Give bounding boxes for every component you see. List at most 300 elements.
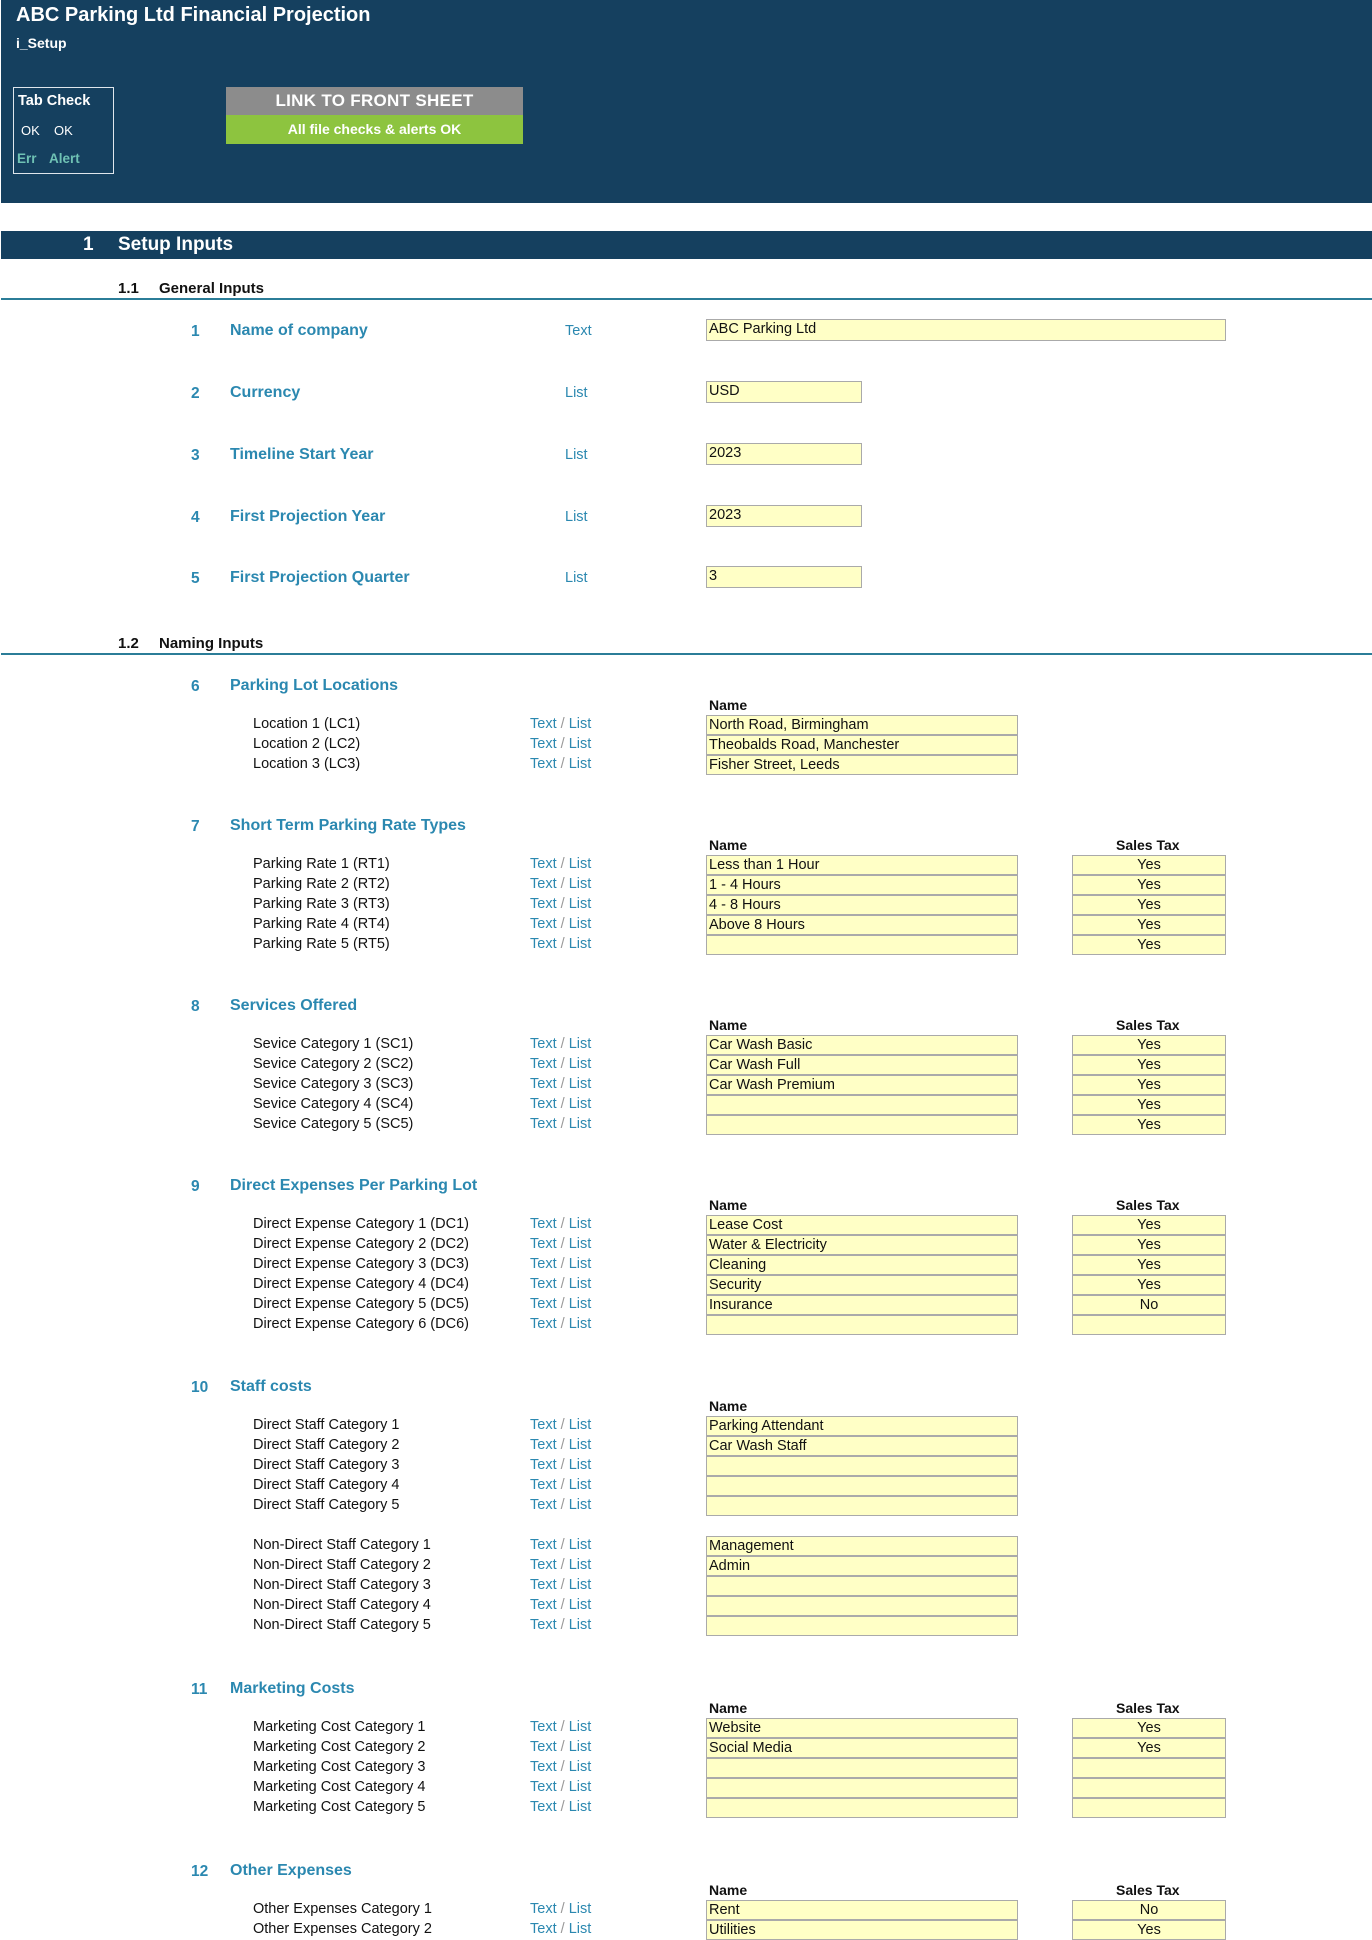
subsection-number-naming: 1.2 [118, 635, 139, 652]
name-input[interactable]: Water & Electricity [706, 1235, 1018, 1255]
row-label: Parking Rate 2 (RT2) [253, 876, 390, 892]
sales-tax-column-header: Sales Tax [1116, 837, 1180, 853]
type-list-label: List [568, 1216, 592, 1232]
input-type-text-list [530, 1497, 591, 1513]
type-list-label: List [568, 1597, 592, 1613]
type-text-label: Text [530, 1557, 557, 1573]
row-label: Non-Direct Staff Category 4 [253, 1597, 431, 1613]
input-type-text-list [530, 1316, 591, 1332]
type-list-label: List [568, 736, 592, 752]
name-input[interactable] [706, 1616, 1018, 1636]
tab-check-title: Tab Check [18, 93, 91, 109]
name-input[interactable]: Management [706, 1536, 1018, 1556]
type-text-label: Text [530, 1216, 557, 1232]
group-title: Marketing Costs [230, 1680, 355, 1697]
name-input[interactable]: Admin [706, 1556, 1018, 1576]
input-type-text-list [530, 1799, 591, 1815]
tab-check-ok-right: OK [54, 123, 73, 138]
name-input[interactable]: Car Wash Premium [706, 1075, 1018, 1095]
subsection-title-general: General Inputs [159, 280, 265, 297]
general-input-label: Name of company [230, 322, 368, 339]
type-list-label: List [568, 1316, 592, 1332]
type-separator: / [556, 1779, 569, 1795]
input-type-label: List [565, 509, 588, 525]
type-text-label: Text [530, 1597, 557, 1613]
type-list-label: List [568, 1076, 592, 1092]
input-type-text-list [530, 896, 591, 912]
row-label: Location 2 (LC2) [253, 736, 361, 752]
type-text-label: Text [530, 736, 557, 752]
type-text-label: Text [530, 1076, 557, 1092]
type-text-label: Text [530, 1739, 557, 1755]
sales-tax-select[interactable]: Yes [1072, 1095, 1226, 1115]
general-input-number: 4 [191, 509, 200, 526]
name-input[interactable]: Security [706, 1275, 1018, 1295]
subsection-rule [1, 298, 1372, 300]
type-separator: / [556, 1577, 569, 1593]
type-list-label: List [568, 1036, 592, 1052]
type-text-label: Text [530, 1256, 557, 1272]
row-label: Direct Expense Category 6 (DC6) [253, 1316, 469, 1332]
type-separator: / [556, 896, 569, 912]
sales-tax-column-header: Sales Tax [1116, 1197, 1180, 1213]
name-input[interactable] [706, 1576, 1018, 1596]
input-type-text-list [530, 916, 591, 932]
type-separator: / [556, 856, 569, 872]
type-separator: / [556, 876, 569, 892]
sales-tax-column-header: Sales Tax [1116, 1017, 1180, 1033]
sales-tax-column-header: Sales Tax [1116, 1882, 1180, 1898]
input-type-text-list [530, 1457, 591, 1473]
sales-tax-select[interactable]: Yes [1072, 915, 1226, 935]
sales-tax-select[interactable] [1072, 1778, 1226, 1798]
type-separator: / [556, 1256, 569, 1272]
row-label: Parking Rate 3 (RT3) [253, 896, 390, 912]
type-separator: / [556, 1096, 569, 1112]
general-input-field[interactable]: 2023 [706, 505, 862, 527]
row-label: Other Expenses Category 1 [253, 1901, 432, 1917]
group-number: 8 [191, 998, 200, 1015]
row-label: Marketing Cost Category 4 [253, 1779, 426, 1795]
row-label: Direct Expense Category 1 (DC1) [253, 1216, 469, 1232]
type-text-label: Text [530, 1316, 557, 1332]
type-list-label: List [568, 1056, 592, 1072]
type-text-label: Text [530, 936, 557, 952]
row-label: Marketing Cost Category 2 [253, 1739, 426, 1755]
name-column-header: Name [709, 1398, 748, 1414]
row-label: Direct Staff Category 2 [253, 1437, 400, 1453]
name-input[interactable]: Cleaning [706, 1255, 1018, 1275]
file-checks-status: All file checks & alerts OK [226, 115, 523, 144]
row-label: Sevice Category 4 (SC4) [253, 1096, 414, 1112]
input-type-text-list [530, 1719, 591, 1735]
input-type-text-list [530, 936, 591, 952]
input-type-text-list [530, 1901, 591, 1917]
header-band [1, 0, 1372, 203]
sales-tax-select[interactable]: Yes [1072, 1718, 1226, 1738]
name-input[interactable]: 1 - 4 Hours [706, 875, 1018, 895]
row-label: Sevice Category 3 (SC3) [253, 1076, 414, 1092]
type-separator: / [556, 756, 569, 772]
type-separator: / [556, 1901, 569, 1917]
row-label: Other Expenses Category 2 [253, 1921, 432, 1937]
sales-tax-select[interactable]: Yes [1072, 1075, 1226, 1095]
type-list-label: List [568, 1759, 592, 1775]
name-input[interactable]: Lease Cost [706, 1215, 1018, 1235]
type-text-label: Text [530, 1577, 557, 1593]
group-number: 9 [191, 1178, 200, 1195]
type-list-label: List [568, 936, 592, 952]
sales-tax-select[interactable]: Yes [1072, 935, 1226, 955]
name-column-header: Name [709, 1197, 748, 1213]
row-label: Location 3 (LC3) [253, 756, 361, 772]
type-list-label: List [568, 1096, 592, 1112]
section-setup-inputs [1, 231, 1372, 259]
type-separator: / [556, 1739, 569, 1755]
name-input[interactable]: Parking Attendant [706, 1416, 1018, 1436]
type-separator: / [556, 1759, 569, 1775]
type-text-label: Text [530, 1296, 557, 1312]
name-input[interactable]: Above 8 Hours [706, 915, 1018, 935]
type-separator: / [556, 1457, 569, 1473]
type-text-label: Text [530, 1236, 557, 1252]
type-list-label: List [568, 1276, 592, 1292]
sales-tax-select[interactable]: Yes [1072, 1035, 1226, 1055]
group-number: 7 [191, 818, 200, 835]
type-list-label: List [568, 1799, 592, 1815]
name-input[interactable] [706, 1095, 1018, 1115]
row-label: Non-Direct Staff Category 3 [253, 1577, 431, 1593]
input-type-text-list [530, 756, 591, 772]
type-text-label: Text [530, 856, 557, 872]
row-label: Marketing Cost Category 5 [253, 1799, 426, 1815]
name-input[interactable]: Car Wash Basic [706, 1035, 1018, 1055]
type-separator: / [556, 916, 569, 932]
input-type-text-list [530, 1739, 591, 1755]
sales-tax-select[interactable] [1072, 1798, 1226, 1818]
general-input-number: 3 [191, 447, 200, 464]
input-type-text-list [530, 1076, 591, 1092]
type-list-label: List [568, 1921, 592, 1937]
type-text-label: Text [530, 1799, 557, 1815]
input-type-text-list [530, 1557, 591, 1573]
row-label: Location 1 (LC1) [253, 716, 361, 732]
input-type-text-list [530, 1617, 591, 1633]
name-column-header: Name [709, 1700, 748, 1716]
general-input-field[interactable]: USD [706, 381, 862, 403]
row-label: Sevice Category 1 (SC1) [253, 1036, 414, 1052]
type-text-label: Text [530, 1437, 557, 1453]
type-text-label: Text [530, 1759, 557, 1775]
sales-tax-select[interactable]: Yes [1072, 895, 1226, 915]
name-input[interactable] [706, 1798, 1018, 1818]
type-separator: / [556, 1276, 569, 1292]
input-type-label: List [565, 447, 588, 463]
input-type-text-list [530, 1256, 591, 1272]
sales-tax-select[interactable]: Yes [1072, 1235, 1226, 1255]
row-label: Direct Staff Category 3 [253, 1457, 400, 1473]
name-input[interactable]: Less than 1 Hour [706, 855, 1018, 875]
name-input[interactable] [706, 1758, 1018, 1778]
sales-tax-select[interactable] [1072, 1758, 1226, 1778]
type-separator: / [556, 1497, 569, 1513]
sales-tax-select[interactable]: Yes [1072, 1055, 1226, 1075]
type-separator: / [556, 1557, 569, 1573]
name-input[interactable] [706, 1315, 1018, 1335]
group-title: Services Offered [230, 997, 358, 1014]
type-separator: / [556, 1437, 569, 1453]
type-text-label: Text [530, 756, 557, 772]
name-column-header: Name [709, 837, 748, 853]
input-type-text-list [530, 1759, 591, 1775]
type-separator: / [556, 1597, 569, 1613]
input-type-text-list [530, 1577, 591, 1593]
input-type-text-list [530, 1296, 591, 1312]
tab-check-err-label: Err [17, 151, 37, 166]
input-type-text-list [530, 1216, 591, 1232]
row-label: Parking Rate 4 (RT4) [253, 916, 390, 932]
type-text-label: Text [530, 1417, 557, 1433]
name-input[interactable]: Website [706, 1718, 1018, 1738]
type-list-label: List [568, 1901, 592, 1917]
input-type-label: List [565, 570, 588, 586]
type-text-label: Text [530, 916, 557, 932]
group-number: 6 [191, 678, 200, 695]
type-list-label: List [568, 1779, 592, 1795]
general-input-label: Currency [230, 384, 301, 401]
name-input[interactable] [706, 1496, 1018, 1516]
type-list-label: List [568, 1296, 592, 1312]
row-label: Direct Expense Category 3 (DC3) [253, 1256, 469, 1272]
name-input[interactable] [706, 935, 1018, 955]
type-separator: / [556, 1316, 569, 1332]
tab-check-ok-left: OK [21, 123, 40, 138]
type-separator: / [556, 1477, 569, 1493]
input-type-text-list [530, 1276, 591, 1292]
name-column-header: Name [709, 697, 748, 713]
type-list-label: List [568, 756, 592, 772]
group-title: Direct Expenses Per Parking Lot [230, 1177, 478, 1194]
row-label: Sevice Category 5 (SC5) [253, 1116, 414, 1132]
type-list-label: List [568, 1537, 592, 1553]
subsection-number-general: 1.1 [118, 280, 139, 297]
type-list-label: List [568, 1457, 592, 1473]
group-number: 11 [191, 1681, 208, 1698]
sales-tax-select[interactable]: Yes [1072, 1920, 1226, 1940]
name-input[interactable]: Social Media [706, 1738, 1018, 1758]
name-input[interactable] [706, 1115, 1018, 1135]
type-text-label: Text [530, 1901, 557, 1917]
name-input[interactable]: Car Wash Full [706, 1055, 1018, 1075]
type-list-label: List [568, 1739, 592, 1755]
general-input-number: 5 [191, 570, 200, 587]
general-input-number: 1 [191, 323, 200, 340]
type-separator: / [556, 1617, 569, 1633]
input-type-text-list [530, 1417, 591, 1433]
type-separator: / [556, 1116, 569, 1132]
type-separator: / [556, 1076, 569, 1092]
type-separator: / [556, 1236, 569, 1252]
input-type-text-list [530, 736, 591, 752]
general-input-label: Timeline Start Year [230, 446, 374, 463]
type-list-label: List [568, 1236, 592, 1252]
group-title: Short Term Parking Rate Types [230, 817, 466, 834]
name-input[interactable]: Rent [706, 1900, 1018, 1920]
group-number: 10 [191, 1379, 209, 1396]
name-input[interactable]: Insurance [706, 1295, 1018, 1315]
tab-check-alert-label: Alert [49, 151, 80, 166]
link-to-front-sheet-button[interactable]: LINK TO FRONT SHEET [226, 87, 523, 115]
type-list-label: List [568, 716, 592, 732]
subsection-title-naming: Naming Inputs [159, 635, 264, 652]
type-text-label: Text [530, 1457, 557, 1473]
row-label: Sevice Category 2 (SC2) [253, 1056, 414, 1072]
row-label: Direct Expense Category 4 (DC4) [253, 1276, 469, 1292]
type-text-label: Text [530, 1779, 557, 1795]
type-list-label: List [568, 1417, 592, 1433]
type-list-label: List [568, 1557, 592, 1573]
general-input-field[interactable]: ABC Parking Ltd [706, 319, 1226, 341]
name-input[interactable]: North Road, Birmingham [706, 715, 1018, 735]
input-type-label: List [565, 385, 588, 401]
sales-tax-select[interactable]: Yes [1072, 1215, 1226, 1235]
name-input[interactable] [706, 1476, 1018, 1496]
sales-tax-select[interactable]: Yes [1072, 1738, 1226, 1758]
input-type-text-list [530, 1921, 591, 1937]
sales-tax-select[interactable]: No [1072, 1295, 1226, 1315]
type-separator: / [556, 1799, 569, 1815]
type-text-label: Text [530, 1719, 557, 1735]
sales-tax-select[interactable]: Yes [1072, 1115, 1226, 1135]
type-list-label: List [568, 1577, 592, 1593]
type-separator: / [556, 1296, 569, 1312]
row-label: Parking Rate 1 (RT1) [253, 856, 390, 872]
input-type-text-list [530, 1036, 591, 1052]
row-label: Direct Expense Category 5 (DC5) [253, 1296, 469, 1312]
sales-tax-column-header: Sales Tax [1116, 1700, 1180, 1716]
sales-tax-select[interactable]: No [1072, 1900, 1226, 1920]
subsection-rule [1, 653, 1372, 655]
row-label: Direct Expense Category 2 (DC2) [253, 1236, 469, 1252]
type-text-label: Text [530, 1477, 557, 1493]
row-label: Marketing Cost Category 1 [253, 1719, 426, 1735]
type-text-label: Text [530, 1096, 557, 1112]
sales-tax-select[interactable] [1072, 1315, 1226, 1335]
type-separator: / [556, 1921, 569, 1937]
name-input[interactable]: Theobalds Road, Manchester [706, 735, 1018, 755]
type-text-label: Text [530, 1036, 557, 1052]
input-type-text-list [530, 876, 591, 892]
general-input-field[interactable]: 2023 [706, 443, 862, 465]
name-input[interactable] [706, 1456, 1018, 1476]
row-label: Direct Staff Category 5 [253, 1497, 400, 1513]
row-label: Direct Staff Category 4 [253, 1477, 400, 1493]
input-type-label: Text [565, 323, 592, 339]
type-separator: / [556, 1216, 569, 1232]
group-title: Staff costs [230, 1378, 312, 1395]
type-separator: / [556, 716, 569, 732]
input-type-text-list [530, 1477, 591, 1493]
sales-tax-select[interactable]: Yes [1072, 855, 1226, 875]
type-list-label: List [568, 1116, 592, 1132]
type-list-label: List [568, 856, 592, 872]
input-type-text-list [530, 1437, 591, 1453]
type-separator: / [556, 1719, 569, 1735]
type-list-label: List [568, 1497, 592, 1513]
name-input[interactable] [706, 1596, 1018, 1616]
type-separator: / [556, 936, 569, 952]
input-type-text-list [530, 1779, 591, 1795]
general-input-label: First Projection Year [230, 508, 386, 525]
row-label: Non-Direct Staff Category 2 [253, 1557, 431, 1573]
input-type-text-list [530, 1597, 591, 1613]
name-input[interactable]: Utilities [706, 1920, 1018, 1940]
tab-check-box [13, 87, 114, 174]
group-title: Other Expenses [230, 1862, 352, 1879]
type-list-label: List [568, 896, 592, 912]
input-type-text-list [530, 1096, 591, 1112]
name-input[interactable]: Car Wash Staff [706, 1436, 1018, 1456]
row-label: Direct Staff Category 1 [253, 1417, 400, 1433]
type-list-label: List [568, 876, 592, 892]
type-separator: / [556, 1537, 569, 1553]
name-input[interactable] [706, 1778, 1018, 1798]
type-list-label: List [568, 1719, 592, 1735]
input-type-text-list [530, 1116, 591, 1132]
input-type-text-list [530, 716, 591, 732]
general-input-number: 2 [191, 385, 200, 402]
sales-tax-select[interactable]: Yes [1072, 1255, 1226, 1275]
group-title: Parking Lot Locations [230, 677, 399, 694]
type-text-label: Text [530, 876, 557, 892]
type-separator: / [556, 1036, 569, 1052]
input-type-text-list [530, 1236, 591, 1252]
type-separator: / [556, 1056, 569, 1072]
general-input-field[interactable]: 3 [706, 566, 862, 588]
input-type-text-list [530, 856, 591, 872]
type-text-label: Text [530, 1497, 557, 1513]
name-column-header: Name [709, 1017, 748, 1033]
type-text-label: Text [530, 1116, 557, 1132]
section-title: Setup Inputs [118, 234, 234, 255]
section-number: 1 [83, 234, 94, 255]
sales-tax-select[interactable]: Yes [1072, 875, 1226, 895]
type-list-label: List [568, 1477, 592, 1493]
type-list-label: List [568, 1617, 592, 1633]
input-type-text-list [530, 1537, 591, 1553]
row-label: Parking Rate 5 (RT5) [253, 936, 390, 952]
type-separator: / [556, 1417, 569, 1433]
name-input[interactable]: Fisher Street, Leeds [706, 755, 1018, 775]
workbook-title: ABC Parking Ltd Financial Projection [16, 4, 371, 26]
type-list-label: List [568, 1437, 592, 1453]
type-text-label: Text [530, 716, 557, 732]
name-input[interactable]: 4 - 8 Hours [706, 895, 1018, 915]
row-label: Non-Direct Staff Category 1 [253, 1537, 431, 1553]
type-text-label: Text [530, 1617, 557, 1633]
sheet-name: i_Setup [16, 35, 67, 51]
type-text-label: Text [530, 1537, 557, 1553]
type-separator: / [556, 736, 569, 752]
type-text-label: Text [530, 896, 557, 912]
row-label: Non-Direct Staff Category 5 [253, 1617, 431, 1633]
group-number: 12 [191, 1863, 209, 1880]
sales-tax-select[interactable]: Yes [1072, 1275, 1226, 1295]
type-list-label: List [568, 916, 592, 932]
row-label: Marketing Cost Category 3 [253, 1759, 426, 1775]
type-list-label: List [568, 1256, 592, 1272]
type-text-label: Text [530, 1921, 557, 1937]
